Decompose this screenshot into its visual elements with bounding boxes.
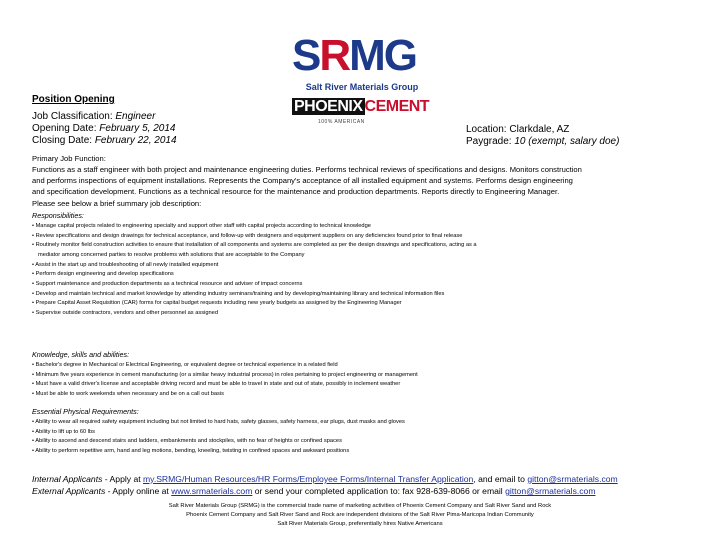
list-item: • Develop and maintain technical and market knowledge by attending industry seminars/training and by developing/maintaining library and technical information files: [32, 290, 445, 297]
external-text: - Apply online at: [105, 486, 172, 496]
list-item: • Supervise outside contractors, vendors and other personnel as assigned: [32, 309, 218, 316]
phoenix-word: PHOENIX: [294, 98, 363, 115]
primary-line: and specification development. Functions as a technical resource for the maintenance and production departments. Reports directly to Engineering Manager.: [32, 187, 560, 197]
footer-line: Salt River Materials Group, preferentially hires Native Americans: [277, 521, 443, 527]
list-item: • Ability to lift up to 60 lbs: [32, 428, 96, 435]
external-applicants: [32, 486, 595, 497]
internal-application-link[interactable]: my.SRMG/Human Resources/HR Forms/Employee Forms/Internal Transfer Application: [143, 474, 474, 484]
responsibilities-heading: Responsibilities:: [32, 211, 84, 220]
responsibilities-list: [32, 222, 477, 319]
phoenix-cement-wordmark: [292, 97, 429, 117]
phoenix-cement-logo: [292, 97, 432, 131]
job-classification: [32, 111, 155, 123]
list-item: • Ability to perform repetitive arm, hand and leg motions, bending, kneeling, twisting in confined spaces and awkward positions: [32, 447, 350, 454]
list-item: • Must have a valid driver's license and acceptable driving record and must be able to travel in state and out of state, possibly in inclement weather: [32, 381, 401, 388]
srmg-logo-subtitle: Salt River Materials Group: [305, 82, 419, 92]
list-item: mediator among concerned parties to resolve problems with solutions that are acceptable to the Company: [38, 251, 305, 258]
list-item: • Review specifications and design drawings for technical acceptance, and follow-up with designers and equipment suppliers on any deficiencies found prior to final release: [32, 232, 463, 239]
srmg-letter-g: G: [383, 31, 417, 80]
primary-line: Functions as a staff engineer with both project and maintenance engineering duties. Performs technical reviews of specifications and designs. Monitors construction: [32, 165, 582, 174]
paygrade-value: 10 (exempt, salary doe): [514, 136, 620, 147]
opening-date: [32, 123, 175, 135]
list-item: • Ability to wear all required safety equipment including but not limited to hard hats, safety glasses, safety harness, ear plugs, dust masks and gloves: [32, 419, 405, 425]
footer-line: Phoenix Cement Company and Salt River Sand and Rock are independent divisions of the Salt River Pima-Maricopa Indian Community: [186, 512, 534, 518]
external-email-link[interactable]: gitton@srmaterials.com: [505, 486, 596, 496]
srmg-letter-m: M: [349, 31, 384, 80]
opening-label: Opening Date:: [32, 123, 97, 134]
paygrade-label: Paygrade:: [466, 136, 512, 147]
classification-label: Job Classification:: [32, 111, 113, 122]
list-item: • Minimum five years experience in cement manufacturing (or a similar heavy industrial process) in roles pertaining to project engineering or management: [32, 371, 418, 378]
list-item: • Ability to ascend and descend stairs and ladders, embankments and stockpiles, with no fear of heights or confined spaces: [32, 438, 342, 445]
srmg-logo-letters: [292, 32, 416, 80]
physical-heading: Essential Physical Requirements:: [32, 407, 139, 416]
srmg-letter-r: R: [319, 31, 350, 80]
list-item: • Prepare Capital Asset Requisition (CAR) forms for capital budget requests including new yearly budgets as assigned by the Engineering Manager: [32, 300, 402, 307]
primary-line: Please see below a brief summary job description:: [32, 198, 202, 208]
internal-email-link[interactable]: gitton@srmaterials.com: [527, 474, 618, 484]
srmg-letter-s: S: [292, 31, 320, 80]
primary-function-heading: Primary Job Function:: [32, 154, 106, 163]
primary-function-text: [32, 164, 582, 209]
external-mid-text: or send your completed application to: fax 928-639-8066 or email: [252, 486, 506, 496]
list-item: • Support maintenance and production departments as a technical resource and adviser of impact concerns: [32, 280, 303, 287]
knowledge-list: [32, 361, 418, 400]
internal-mid-text: , and email to: [473, 474, 528, 484]
list-item: • Assist in the start up and troubleshooting of all newly installed equipment: [32, 261, 219, 268]
phoenix-tagline: 100% AMERICAN: [318, 119, 365, 125]
internal-text: - Apply at: [102, 474, 143, 484]
cement-word: CEMENT: [364, 98, 430, 115]
location-label: Location:: [466, 124, 507, 135]
knowledge-heading: Knowledge, skills and abilities:: [32, 350, 130, 359]
internal-applicants: [32, 474, 618, 485]
list-item: • Routinely monitor field construction activities to ensure that installation of all components and systems are completed as per the design drawings and specifications, acting as a: [32, 242, 477, 249]
list-item: • Perform design engineering and develop specifications: [32, 271, 174, 278]
classification-value: Engineer: [115, 111, 156, 122]
list-item: • Must be able to work weekends when necessary and be on a call out basis: [32, 390, 225, 397]
closing-date: [32, 135, 177, 147]
external-website-link[interactable]: www.srmaterials.com: [171, 486, 253, 496]
position-opening-heading: Position Opening: [32, 94, 115, 105]
list-item: • Bachelor's degree in Mechanical or Electrical Engineering, or equivalent degree or technical experience in a related field: [32, 362, 338, 368]
primary-line: and performs inspections of equipment installations. Represents the Company's acceptance of all installed equipment and systems. Performs design engineering: [32, 176, 573, 186]
footer-line: Salt River Materials Group (SRMG) is the commercial trade name of marketing activities of Phoenix Cement Company and Salt River Sand and Rock: [168, 503, 552, 509]
closing-value: February 22, 2014: [94, 135, 177, 146]
location-value: Clarkdale, AZ: [509, 124, 570, 135]
srmg-logo: [292, 32, 432, 94]
internal-label: Internal Applicants: [32, 474, 103, 484]
opening-value: February 5, 2014: [99, 123, 176, 134]
external-label: External Applicants: [32, 486, 106, 496]
closing-label: Closing Date:: [32, 135, 93, 146]
location: [466, 124, 569, 136]
physical-list: [32, 418, 405, 457]
footer: [0, 502, 720, 529]
paygrade: [466, 136, 619, 148]
list-item: • Manage capital projects related to engineering specialty and support other staff with capital projects according to technical knowledge: [32, 223, 371, 229]
